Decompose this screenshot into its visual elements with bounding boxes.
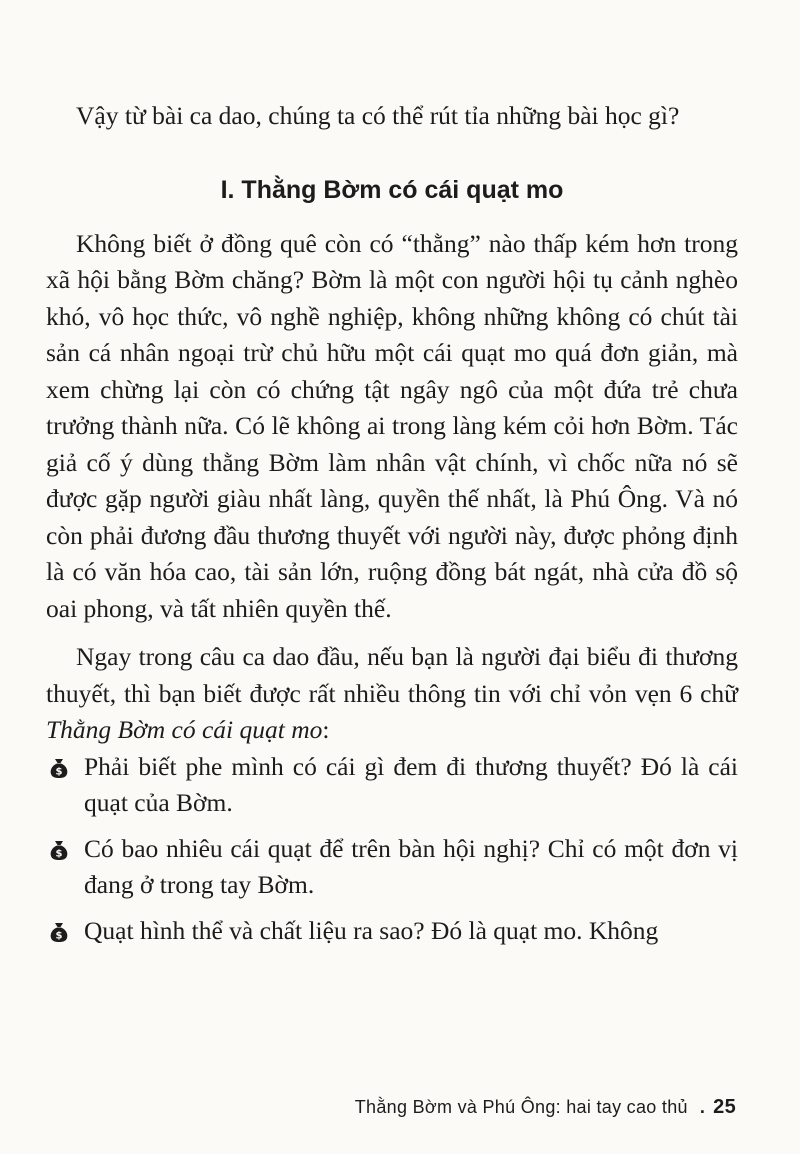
footer-separator: . bbox=[699, 1097, 706, 1117]
svg-text:$: $ bbox=[55, 930, 63, 941]
page-footer bbox=[355, 1096, 736, 1119]
section-heading: I. Thằng Bờm có cái quạt mo bbox=[220, 175, 564, 204]
bullet-text: Có bao nhiêu cái quạt để trên bàn hội nghị? Chỉ có một đơn vị đang ở trong tay Bờm. bbox=[84, 833, 738, 899]
money-bag-icon bbox=[48, 757, 70, 779]
page-number: 25 bbox=[713, 1096, 736, 1118]
paragraph-2-end: : bbox=[322, 715, 330, 744]
svg-text:$: $ bbox=[55, 848, 63, 859]
paragraph-2 bbox=[46, 639, 738, 749]
paragraph-2-quote: Thằng Bờm có cái quạt mo bbox=[46, 715, 323, 744]
bullet-text: Quạt hình thể và chất liệu ra sao? Đó là quạt mo. Không bbox=[84, 915, 659, 945]
bullet-item-2 bbox=[46, 831, 738, 904]
paragraph-1: Không biết ở đồng quê còn có “thằng” nào thấp kém hơn trong xã hội bằng Bờm chăng? Bờm là một con người hội tụ cảnh nghèo khó, vô học thức, vô nghề nghiệp, không những không có chút tài sản cá nhân ngoại trừ chủ hữu một cái quạt mo quá đơn giản, mà xem chừng lại còn có chứng tật ngây ngô của một đứa trẻ chưa trưởng thành nữa. Có lẽ không ai trong làng kém cỏi hơn Bờm. Tác giả cố ý dùng thằng Bờm làm nhân vật chính, vì chốc nữa nó sẽ được gặp người giàu nhất làng, quyền thế nhất, là Phú Ông. Và nó còn phải đương đầu thương thuyết với người này, được phỏng định là có văn hóa cao, tài sản lớn, ruộng đồng bát ngát, nhà cửa đồ sộ oai phong, và tất nhiên quyền thế. bbox=[46, 228, 738, 623]
intro-paragraph: Vậy từ bài ca dao, chúng ta có thể rút tỉa những bài học gì? bbox=[76, 101, 680, 130]
bullet-item-3 bbox=[46, 913, 738, 950]
paragraph-2-lead: Ngay trong câu ca dao đầu, nếu bạn là người đại biểu đi thương thuyết, thì bạn biết được rất nhiều thông tin với chỉ vỏn vẹn 6 chữ bbox=[46, 642, 738, 708]
money-bag-icon bbox=[48, 921, 70, 943]
money-bag-icon bbox=[48, 839, 70, 861]
bullet-item-1 bbox=[46, 749, 738, 822]
page-body bbox=[46, 98, 738, 958]
svg-text:$: $ bbox=[55, 766, 63, 777]
running-title: Thằng Bờm và Phú Ông: hai tay cao thủ bbox=[354, 1097, 688, 1117]
bullet-text: Phải biết phe mình có cái gì đem đi thương thuyết? Đó là cái quạt của Bờm. bbox=[84, 751, 738, 817]
